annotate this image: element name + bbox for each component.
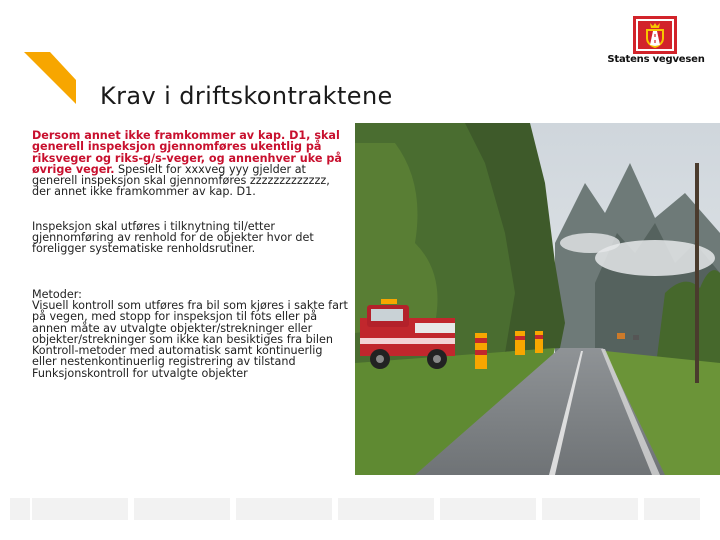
method-item: Funksjonskontroll for utvalgte objekter bbox=[32, 366, 248, 380]
road-inspection-photo bbox=[355, 123, 720, 475]
methods-heading: Metoder: bbox=[32, 287, 82, 301]
method-item: Visuell kontroll som utføres fra bil som kjøres i sakte fart på vegen, med stopp for inspeksjon til fots eller på annen måte av utvalgte objekter/strekninger eller objekter/strekninger som ikke kan besiktiges fra bilen bbox=[32, 298, 348, 346]
statens-vegvesen-logo bbox=[600, 16, 710, 70]
footer-decoration bbox=[10, 498, 700, 520]
requirement-tail: Spesielt for xxxveg yyy gjelder at generell inspeksjon skal gjennomføres zzzzzzzzzzzzz, der annet ikke framkommer av kap. D1. bbox=[32, 162, 330, 199]
paragraph-1 bbox=[32, 130, 350, 198]
requirement-lead: Dersom annet ikke framkommer av kap. D1, skal generell inspeksjon gjennomføres ukentlig på riksveger og riks-g/s-veger, og annenhver uke på øvrige veger. bbox=[32, 129, 342, 176]
statens-vegvesen-emblem-icon bbox=[633, 16, 677, 54]
body-text bbox=[32, 130, 350, 379]
paragraph-2: Inspeksjon skal utføres i tilknytning til/etter gjennomføring av renhold for de objekter hvor det foreligger systematiske renholdsrutiner. bbox=[32, 219, 314, 256]
slide-title: Krav i driftskontraktene bbox=[100, 82, 393, 110]
logo-text: Statens vegvesen bbox=[607, 54, 705, 65]
method-item: Kontroll-metoder med automatisk samt kontinuerlig eller nestenkontinuerlig registrering av tilstand bbox=[32, 344, 323, 369]
